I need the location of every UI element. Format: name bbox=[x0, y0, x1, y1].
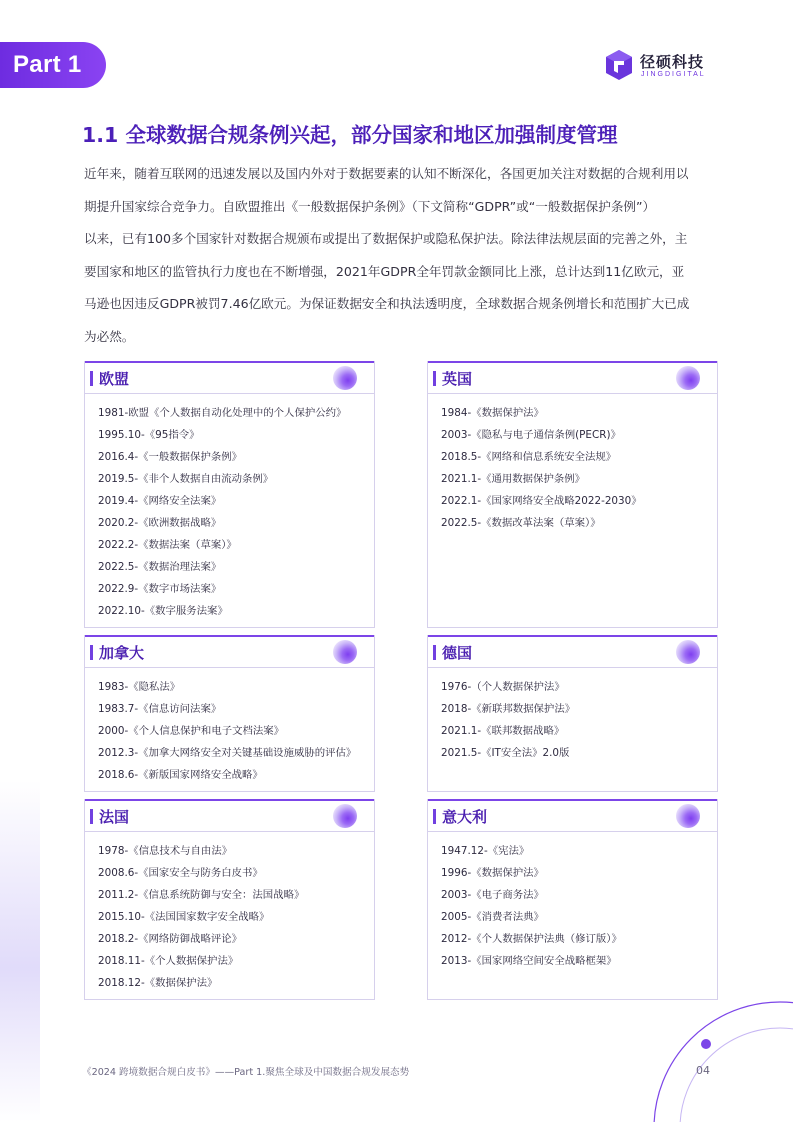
law-entry: 2022.10-《数字服务法案》 bbox=[98, 605, 228, 617]
intro-line: 以来，已有100多个国家针对数据合规颁布或提出了数据保护或隐私保护法。除法律法规层面的完善之外，主 bbox=[84, 231, 688, 247]
law-entry: 2022.5-《数据改革法案（草案）》 bbox=[441, 517, 601, 529]
logo-text-en: JINGDIGITAL bbox=[641, 71, 706, 78]
region-card-header bbox=[85, 636, 374, 668]
region-card-header bbox=[428, 362, 717, 394]
law-entry: 2008.6-《国家安全与防务白皮书》 bbox=[98, 867, 263, 879]
orb-icon bbox=[676, 366, 700, 390]
law-entry: 2012.3-《加拿大网络安全对关键基础设施威胁的评估》 bbox=[98, 747, 357, 759]
part-tab: Part 1 bbox=[0, 42, 106, 88]
logo-text-cn: 径硕科技 bbox=[640, 53, 705, 71]
law-entry: 2000-《个人信息保护和电子文档法案》 bbox=[98, 725, 285, 737]
orb-icon bbox=[333, 804, 357, 828]
orb-icon bbox=[333, 640, 357, 664]
law-entry: 2012-《个人数据保护法典（修订版）》 bbox=[441, 933, 622, 945]
law-list bbox=[428, 668, 717, 764]
law-entry: 2019.4-《网络安全法案》 bbox=[98, 495, 222, 507]
law-entry: 2022.5-《数据治理法案》 bbox=[98, 561, 222, 573]
intro-line: 要国家和地区的监管执行力度也在不断增强，2021年GDPR全年罚款金额同比上涨，总计达到11亿欧元，亚 bbox=[84, 263, 685, 279]
title-bar-marker bbox=[433, 809, 436, 824]
region-title: 加拿大 bbox=[99, 644, 145, 662]
law-entry: 2018.11-《个人数据保护法》 bbox=[98, 955, 239, 967]
region-card-uk bbox=[427, 361, 718, 628]
law-entry: 2018.12-《数据保护法》 bbox=[98, 977, 218, 989]
region-title: 欧盟 bbox=[99, 370, 130, 388]
law-entry: 2003-《电子商务法》 bbox=[441, 889, 544, 901]
corner-arc-decoration bbox=[640, 988, 793, 1122]
law-entry: 2021.1-《联邦数据战略》 bbox=[441, 725, 565, 737]
region-card-germany bbox=[427, 635, 718, 792]
law-entry: 2011.2-《信息系统防御与安全：法国战略》 bbox=[98, 889, 305, 901]
law-entry: 1983-《隐私法》 bbox=[98, 681, 181, 693]
law-entry: 1947.12-《宪法》 bbox=[441, 845, 530, 857]
law-entry: 2018.6-《新版国家网络安全战略》 bbox=[98, 769, 263, 781]
footer-text: 《2024 跨境数据合规白皮书》——Part 1.聚焦全球及中国数据合规发展态势 bbox=[82, 1067, 410, 1078]
section-title: 1.1 全球数据合规条例兴起，部分国家和地区加强制度管理 bbox=[82, 123, 618, 147]
title-bar-marker bbox=[90, 809, 93, 824]
region-card-eu bbox=[84, 361, 375, 628]
law-entry: 2015.10-《法国国家数字安全战略》 bbox=[98, 911, 270, 923]
intro-paragraph bbox=[84, 158, 714, 354]
law-entry: 2022.1-《国家网络安全战略2022-2030》 bbox=[441, 495, 642, 507]
law-entry: 1983.7-《信息访问法案》 bbox=[98, 703, 222, 715]
law-list bbox=[428, 832, 717, 972]
law-entry: 2016.4-《一般数据保护条例》 bbox=[98, 451, 243, 463]
title-bar-marker bbox=[433, 645, 436, 660]
company-logo bbox=[604, 49, 716, 83]
law-list bbox=[428, 394, 717, 534]
intro-line: 期提升国家综合竞争力。自欧盟推出《一般数据保护条例》（下文简称“GDPR”或“一般数据保护条例”） bbox=[84, 198, 656, 214]
law-entry: 1995.10-《95指令》 bbox=[98, 429, 200, 441]
intro-line: 近年来，随着互联网的迅速发展以及国内外对于数据要素的认知不断深化，各国更加关注对数据的合规利用以 bbox=[84, 166, 689, 181]
law-list bbox=[85, 394, 374, 622]
title-bar-marker bbox=[90, 371, 93, 386]
region-card-italy bbox=[427, 799, 718, 1000]
law-entry: 2020.2-《欧洲数据战略》 bbox=[98, 517, 222, 529]
law-entry: 2021.1-《通用数据保护条例》 bbox=[441, 473, 586, 485]
orb-icon bbox=[676, 640, 700, 664]
page-number: 04 bbox=[696, 1064, 710, 1077]
region-title: 英国 bbox=[442, 370, 473, 388]
region-card-header bbox=[428, 636, 717, 668]
law-entry: 1984-《数据保护法》 bbox=[441, 407, 544, 419]
law-entry: 2005-《消费者法典》 bbox=[441, 911, 544, 923]
law-entry: 2022.9-《数字市场法案》 bbox=[98, 583, 222, 595]
law-entry: 2013-《国家网络空间安全战略框架》 bbox=[441, 955, 617, 967]
region-title: 意大利 bbox=[442, 808, 488, 826]
law-entry: 1978-《信息技术与自由法》 bbox=[98, 845, 233, 857]
left-edge-glow bbox=[0, 780, 40, 1122]
region-card-header bbox=[85, 800, 374, 832]
law-entry: 1981-欧盟《个人数据自动化处理中的个人保护公约》 bbox=[98, 407, 347, 419]
law-entry: 2018.5-《网络和信息系统安全法规》 bbox=[441, 451, 617, 463]
region-title: 法国 bbox=[99, 808, 130, 826]
law-entry: 1996-《数据保护法》 bbox=[441, 867, 544, 879]
intro-line: 马逊也因违反GDPR被罚7.46亿欧元。为保证数据安全和执法透明度，全球数据合规条例增长和范围扩大已成 bbox=[84, 296, 690, 312]
law-entry: 2018-《新联邦数据保护法》 bbox=[441, 703, 576, 715]
region-title: 德国 bbox=[442, 644, 473, 662]
law-entry: 2019.5-《非个人数据自由流动条例》 bbox=[98, 473, 274, 485]
intro-line: 为必然。 bbox=[84, 328, 135, 344]
law-entry: 1976-（个人数据保护法》 bbox=[441, 681, 565, 693]
region-card-france bbox=[84, 799, 375, 1000]
law-entry: 2003-《隐私与电子通信条例(PECR)》 bbox=[441, 429, 621, 441]
logo-icon bbox=[604, 49, 634, 81]
law-entry: 2018.2-《网络防御战略评论》 bbox=[98, 933, 243, 945]
title-bar-marker bbox=[90, 645, 93, 660]
region-card-header bbox=[428, 800, 717, 832]
orb-icon bbox=[676, 804, 700, 828]
orb-icon bbox=[333, 366, 357, 390]
region-card-header bbox=[85, 362, 374, 394]
law-list bbox=[85, 832, 374, 994]
region-card-canada bbox=[84, 635, 375, 792]
law-entry: 2022.2-《数据法案（草案）》 bbox=[98, 539, 237, 551]
law-list bbox=[85, 668, 374, 786]
title-bar-marker bbox=[433, 371, 436, 386]
law-entry: 2021.5-《IT安全法》2.0版 bbox=[441, 747, 570, 759]
